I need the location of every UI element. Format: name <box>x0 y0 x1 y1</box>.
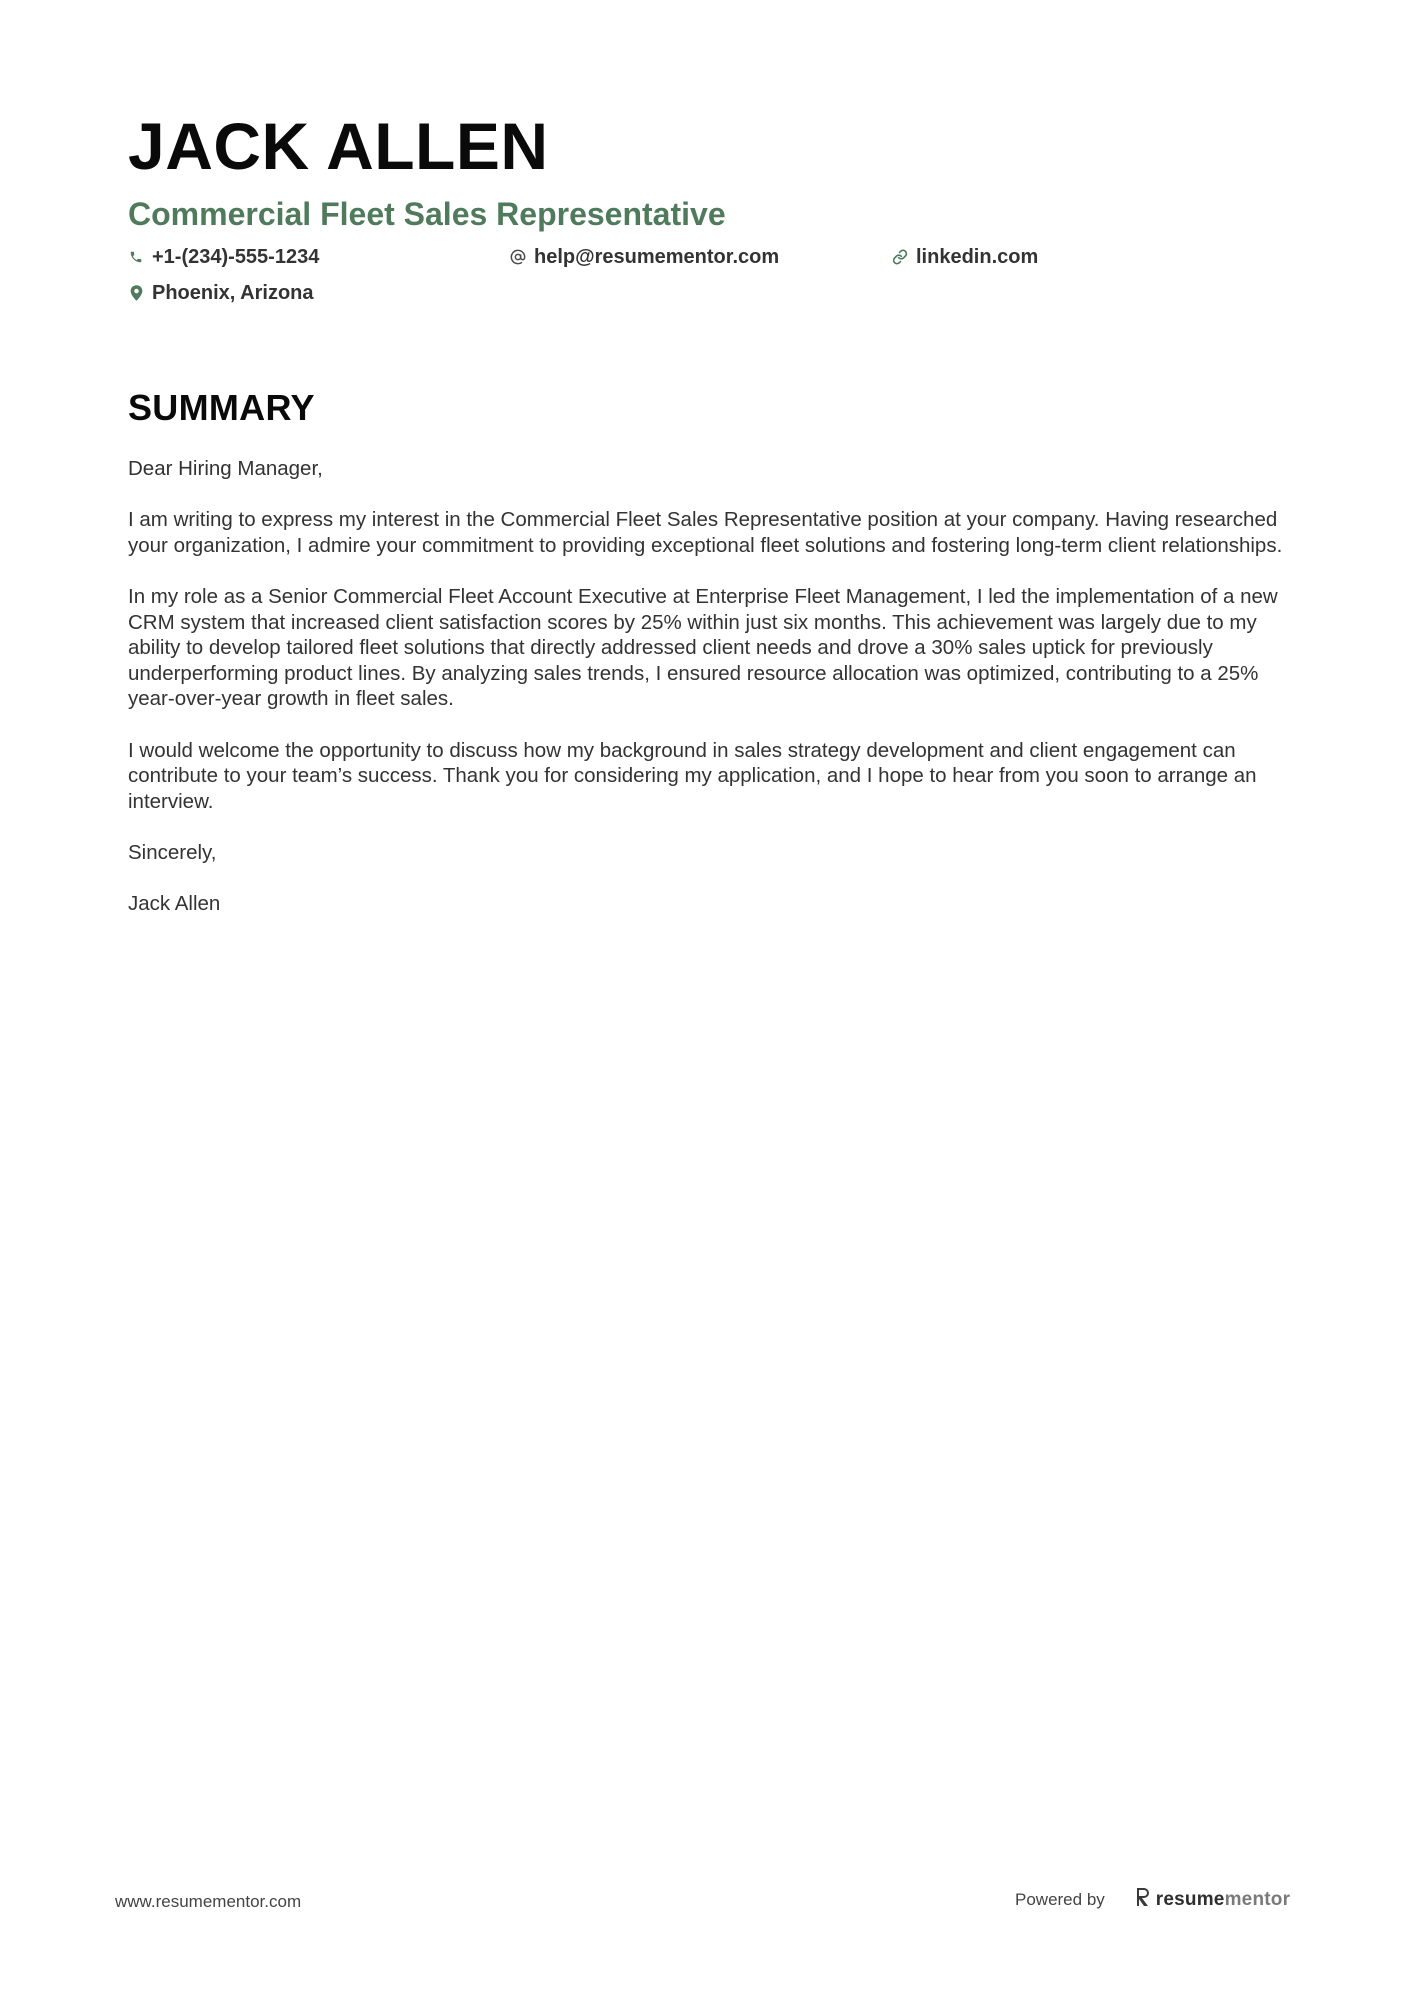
map-pin-icon <box>128 285 144 301</box>
resumementor-logo-icon <box>1135 1887 1151 1912</box>
link-icon <box>892 249 908 265</box>
linkedin-text[interactable]: linkedin.com <box>916 246 1039 268</box>
brand-logo[interactable] <box>1135 1887 1290 1912</box>
contact-phone <box>128 244 510 270</box>
letter-paragraph: I am writing to express my interest in the Commercial Fleet Sales Representative position at your company. Having researched your organization, I admire your commitment to providing exceptional fleet solutions and fostering long-term client relationships. <box>128 508 1283 557</box>
brand-name-part1: resume <box>1155 1888 1225 1910</box>
phone-text: +1-(234)-555-1234 <box>152 246 320 268</box>
contact-location <box>128 280 510 306</box>
footer-url[interactable]: www.resumementor.com <box>115 1892 302 1911</box>
header <box>128 108 1288 306</box>
contact-linkedin[interactable] <box>892 244 1274 270</box>
powered-by <box>1015 1887 1290 1912</box>
contact-info <box>128 244 1288 306</box>
location-text: Phoenix, Arizona <box>152 282 314 304</box>
letter-body <box>128 456 1288 942</box>
job-title: Commercial Fleet Sales Representative <box>128 196 726 232</box>
brand-name-part2: mentor <box>1224 1888 1291 1910</box>
phone-icon <box>128 249 144 265</box>
at-icon <box>510 249 526 265</box>
candidate-name: JACK ALLEN <box>128 109 549 183</box>
powered-by-label: Powered by <box>1015 1889 1105 1909</box>
closing: Sincerely, <box>128 840 217 864</box>
summary-heading: SUMMARY <box>128 387 315 428</box>
email-text[interactable]: help@resumementor.com <box>534 246 780 268</box>
signature: Jack Allen <box>128 892 221 916</box>
letter-paragraph: I would welcome the opportunity to discuss how my background in sales strategy development and client engagement can contribute to your team’s success. Thank you for considering my application, and I hope to hear from you soon to arrange an interview. <box>128 738 1257 813</box>
contact-email[interactable] <box>510 244 892 270</box>
salutation: Dear Hiring Manager, <box>128 457 323 480</box>
letter-paragraph: In my role as a Senior Commercial Fleet Account Executive at Enterprise Fleet Management, I led the implementation of a new CRM system that increased client satisfaction scores by 25% within just six months. This achievement was largely due to my ability to develop tailored fleet solutions that directly addressed client needs and drove a 30% sales uptick for previously underperforming product lines. By analyzing sales trends, I ensured resource allocation was optimized, contributing to a 25% year-over-year growth in fleet sales. <box>128 584 1278 711</box>
